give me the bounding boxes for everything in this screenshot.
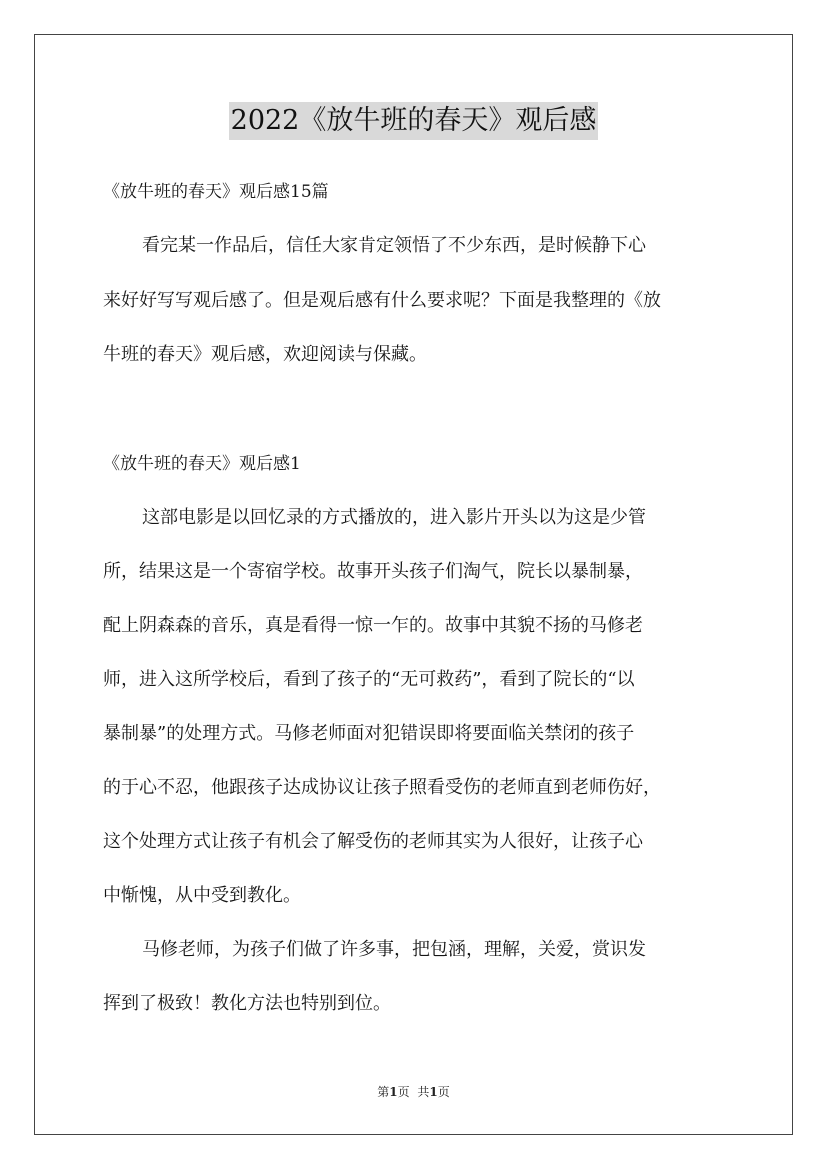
footer-prefix: 第 bbox=[377, 1085, 390, 1099]
footer-page-total: 1 bbox=[429, 1085, 438, 1099]
intro-line-2: 来好好写写观后感了。但是观后感有什么要求呢？下面是我整理的《放 bbox=[103, 290, 661, 311]
para2-line-1: 马修老师，为孩子们做了许多事，把包涵，理解，关爱，赏识发 bbox=[142, 939, 646, 960]
para1-line-8: 中惭愧，从中受到教化。 bbox=[103, 885, 301, 906]
section-heading: 《放牛班的春天》观后感1 bbox=[103, 454, 301, 474]
footer-page-unit: 页 bbox=[397, 1085, 410, 1099]
intro-line-3: 牛班的春天》观后感，欢迎阅读与保藏。 bbox=[103, 344, 427, 365]
para1-line-1: 这部电影是以回忆录的方式播放的，进入影片开头以为这是少管 bbox=[142, 507, 646, 528]
page-footer bbox=[0, 1084, 827, 1100]
para1-line-3: 配上阴森森的音乐，真是看得一惊一乍的。故事中其貌不扬的马修老 bbox=[103, 615, 643, 636]
para1-line-7: 这个处理方式让孩子有机会了解受伤的老师其实为人很好，让孩子心 bbox=[103, 831, 643, 852]
title-container bbox=[0, 102, 827, 140]
footer-total-unit: 页 bbox=[437, 1085, 450, 1099]
footer-page-current: 1 bbox=[389, 1085, 398, 1099]
para1-line-5: 暴制暴”的处理方式。马修老师面对犯错误即将要面临关禁闭的孩子 bbox=[103, 723, 635, 744]
para1-line-6: 的于心不忍，他跟孩子达成协议让孩子照看受伤的老师直到老师伤好， bbox=[103, 777, 661, 798]
footer-total-prefix: 共 bbox=[417, 1085, 430, 1099]
intro-line-1: 看完某一作品后，信任大家肯定领悟了不少东西，是时候静下心 bbox=[142, 235, 646, 256]
document-subtitle: 《放牛班的春天》观后感15篇 bbox=[103, 182, 329, 202]
para2-line-2: 挥到了极致！教化方法也特别到位。 bbox=[103, 993, 391, 1014]
para1-line-2: 所，结果这是一个寄宿学校。故事开头孩子们淘气，院长以暴制暴， bbox=[103, 561, 643, 582]
para1-line-4: 师，进入这所学校后，看到了孩子的“无可救药”，看到了院长的“以 bbox=[103, 669, 635, 690]
document-title: 2022《放牛班的春天》观后感 bbox=[229, 102, 599, 140]
